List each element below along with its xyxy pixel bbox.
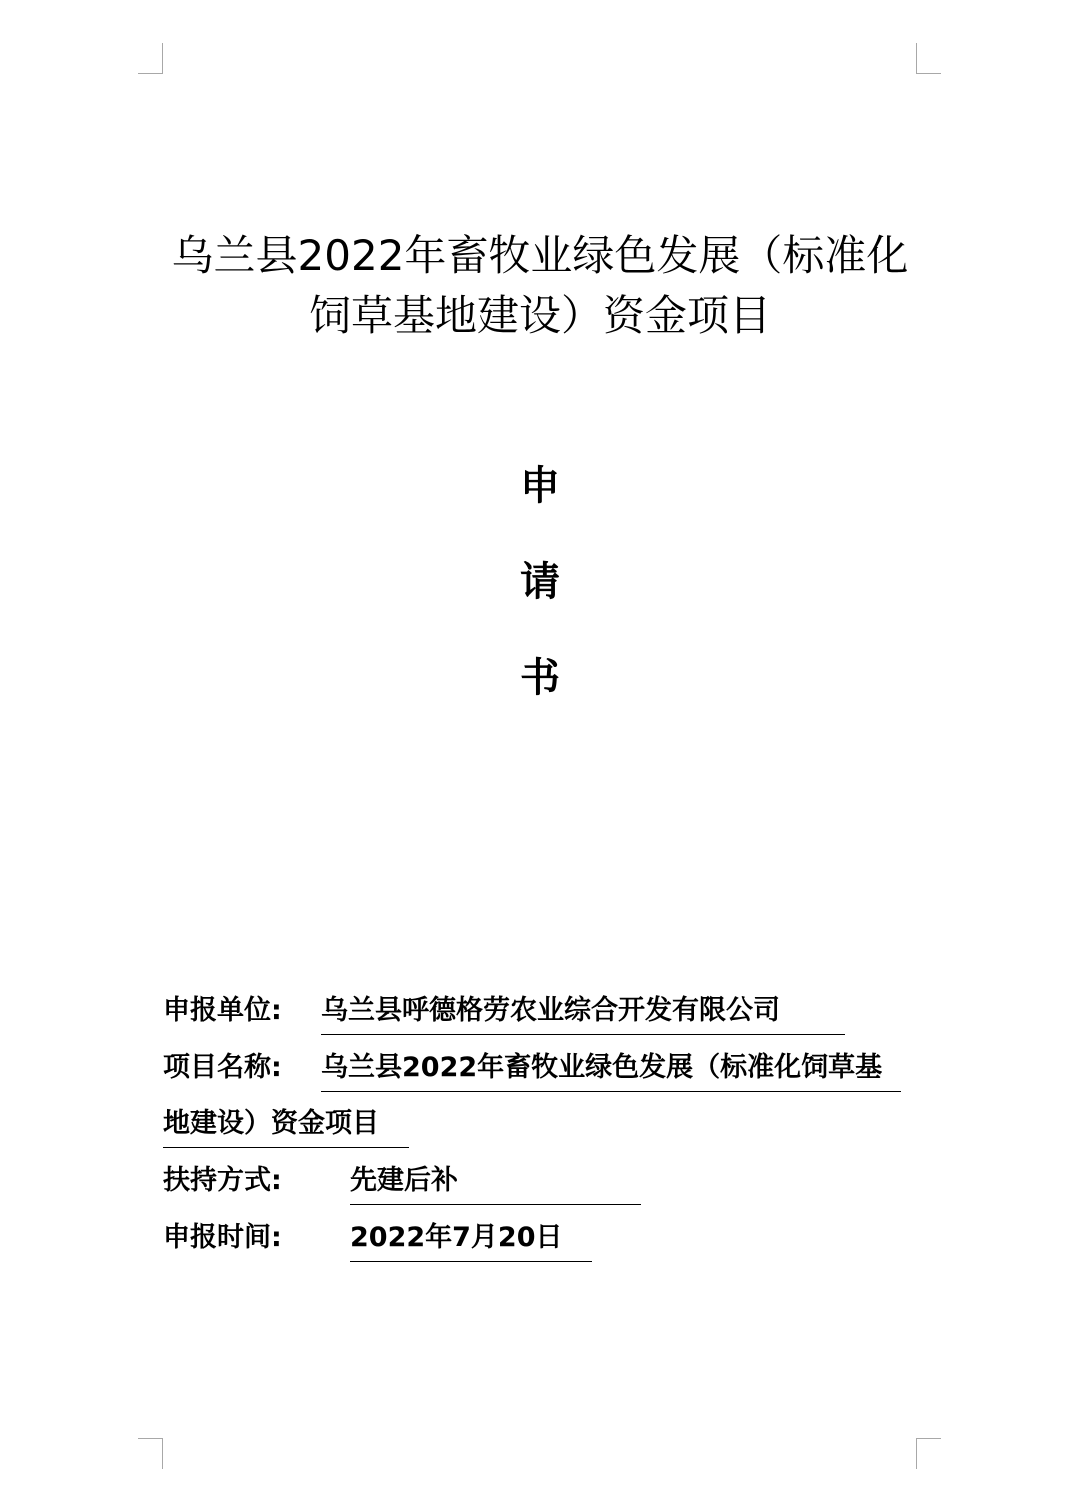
document-title: [140, 226, 940, 346]
applicant-unit-value: 乌兰县呼德格劳农业综合开发有限公司: [321, 992, 845, 1035]
doc-type-char-1: 申: [520, 463, 560, 509]
crop-mark-top-right: [916, 43, 941, 74]
applicant-unit-row: [163, 992, 780, 1030]
crop-mark-top-left: [138, 43, 163, 74]
project-name-continuation-row: [163, 1105, 409, 1148]
project-name-row: [163, 1049, 883, 1087]
support-method-label: 扶持方式:: [163, 1165, 282, 1196]
title-line-1: 乌兰县2022年畜牧业绿色发展（标准化: [171, 231, 909, 280]
project-name-value-continuation: 地建设）资金项目: [163, 1105, 409, 1148]
application-date-row: [163, 1219, 563, 1257]
support-method-row: [163, 1162, 458, 1200]
applicant-unit-label: 申报单位:: [163, 995, 282, 1026]
project-name-value: 乌兰县2022年畜牧业绿色发展（标准化饲草基: [321, 1049, 901, 1092]
doc-type-char-3: 书: [520, 655, 560, 701]
application-date-value: 2022年7月20日: [350, 1219, 592, 1262]
doc-type-char-2: 请: [520, 559, 560, 605]
crop-mark-bottom-left: [138, 1438, 163, 1469]
support-method-value: 先建后补: [350, 1162, 641, 1205]
project-name-label: 项目名称:: [163, 1052, 282, 1083]
title-line-2: 饲草基地建设）资金项目: [308, 291, 771, 340]
crop-mark-bottom-right: [916, 1438, 941, 1469]
application-date-label: 申报时间:: [163, 1222, 282, 1253]
